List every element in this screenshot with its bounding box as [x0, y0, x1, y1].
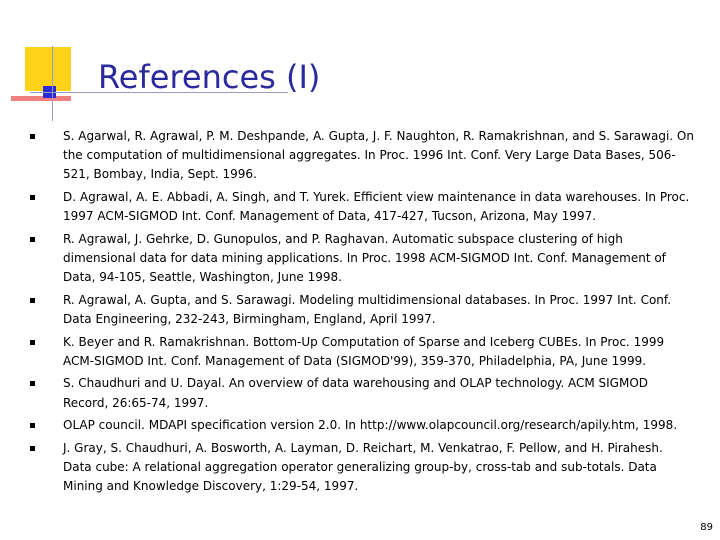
reference-text: R. Agrawal, A. Gupta, and S. Sarawagi. Modeling multidimensional databases. In Proc. 1997 Int. Conf. Data Engineering, 232-243, Birmingham, England, April 1997. — [63, 292, 672, 326]
reference-item — [0, 230, 720, 288]
bullet-square-icon — [30, 134, 35, 139]
bullet-square-icon — [30, 237, 35, 242]
reference-item — [0, 333, 720, 371]
slide-title: References (I) — [98, 58, 321, 96]
bullet-square-icon — [30, 446, 35, 451]
bullet-square-icon — [30, 381, 35, 386]
reference-item — [0, 127, 720, 185]
reference-item — [0, 188, 720, 226]
reference-text: OLAP council. MDAPI specification version 2.0. In http://www.olapcouncil.org/research/apily.htm, 1998. — [63, 418, 678, 433]
decor-red-bar — [11, 96, 71, 101]
reference-text: D. Agrawal, A. E. Abbadi, A. Singh, and T. Yurek. Efficient view maintenance in data warehouses. In Proc. 1997 ACM-SIGMOD Int. Conf. Management of Data, 417-427, Tucson, Arizona, May 1997. — [63, 190, 690, 224]
reference-text: J. Gray, S. Chaudhuri, A. Bosworth, A. Layman, D. Reichart, M. Venkatrao, F. Pellow, and H. Pirahesh. Data cube: A relational aggregation operator generalizing group-by, cross-tab and sub-totals. Data Mining and Knowledge Discovery, 1:29-54, 1997. — [63, 440, 663, 494]
bullet-square-icon — [30, 340, 35, 345]
page-number: 89 — [700, 522, 713, 533]
reference-item — [0, 374, 720, 412]
reference-item — [0, 291, 720, 329]
decor-yellow-square — [25, 47, 71, 91]
reference-text: R. Agrawal, J. Gehrke, D. Gunopulos, and P. Raghavan. Automatic subspace clustering of high dimensional data for data mining applications. In Proc. 1998 ACM-SIGMOD Int. Conf. Management of Data, 94-105, Seattle, Washington, June 1998. — [63, 231, 666, 285]
bullet-square-icon — [30, 298, 35, 303]
reference-text: S. Chaudhuri and U. Dayal. An overview of data warehousing and OLAP technology. ACM SIGMOD Record, 26:65-74, 1997. — [63, 376, 649, 410]
decor-vertical-line — [52, 46, 53, 121]
reference-text: K. Beyer and R. Ramakrishnan. Bottom-Up Computation of Sparse and Iceberg CUBEs. In Proc. 1999 ACM-SIGMOD Int. Conf. Management of Data (SIGMOD'99), 359-370, Philadelphia, PA, June 1999. — [63, 334, 665, 368]
reference-item — [0, 416, 720, 435]
reference-text: S. Agarwal, R. Agrawal, P. M. Deshpande, A. Gupta, J. F. Naughton, R. Ramakrishnan, and S. Sarawagi. On the computation of multidimensional aggregates. In Proc. 1996 Int. Conf. Very Large Data Bases, 506-521, Bombay, India, Sept. 1996. — [63, 129, 694, 182]
bullet-square-icon — [30, 423, 35, 428]
reference-item — [0, 439, 720, 497]
bullet-square-icon — [30, 195, 35, 200]
reference-list — [0, 127, 720, 500]
